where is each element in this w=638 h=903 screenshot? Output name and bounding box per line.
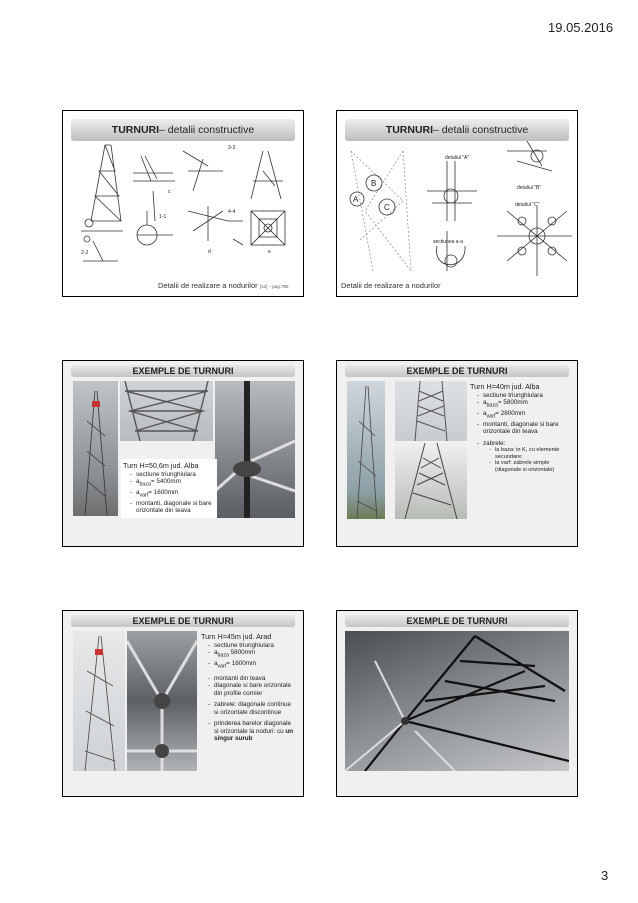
- tower-photo-node: [215, 381, 295, 518]
- slide-4-title: EXEMPLE DE TURNURI: [345, 365, 569, 377]
- spec-top-width: - $a_{varf}= 1600mm$: [208, 660, 297, 671]
- spec-section: - sectiune triunghiulara: [477, 392, 570, 400]
- spec-top-width: - $a_{varf}= 1600mm$: [130, 489, 215, 500]
- slide-6-title: EXEMPLE DE TURNURI: [345, 615, 569, 627]
- slide-1: [62, 110, 304, 297]
- tower-description: Turn H=45m jud. Arad: [201, 632, 272, 641]
- node-details-drawing-2: [337, 111, 577, 296]
- page-number: 3: [601, 868, 609, 883]
- section-aa-label: sectiunea a-a: [433, 239, 464, 245]
- section-label-3-3: 3-3: [228, 145, 236, 151]
- spec-section: - sectiune triunghiulara: [130, 471, 215, 479]
- slide-5-title: EXEMPLE DE TURNURI: [71, 615, 295, 627]
- slide-3: [62, 360, 304, 547]
- section-label-2-2: 2-2: [81, 250, 89, 256]
- spec-bracing: - zabrele: - la baza: in K, cu elemente secundare; - la varf: zabrele simple (diagonale si orizontale): [477, 440, 570, 474]
- slide-4: [336, 360, 578, 547]
- spec-members: - montanti, diagonale si bare orizontale din teava: [477, 421, 570, 436]
- spec-bracing: - zabrele: diagonale continue si orizontale discontinue: [208, 701, 297, 716]
- bracing-base: - la baza: in K, cu elemente secundare;: [489, 447, 570, 460]
- slide-2: [336, 110, 578, 297]
- slide-5: [62, 610, 304, 797]
- slide-2-title: TURNURI– detalii constructive: [345, 119, 569, 141]
- slide-1-title: TURNURI– detalii constructive: [71, 119, 295, 141]
- spec-top-width: - $a_{varf}= 2800mm$: [477, 410, 570, 421]
- detail-a-label: detaliul "A": [445, 155, 470, 161]
- detail-b-label: detaliul "B": [517, 185, 542, 191]
- tower-photo-top: [395, 381, 467, 441]
- slide-4-info: [470, 383, 570, 473]
- slide-6: [336, 610, 578, 797]
- spec-base-width: - $a_{baza}= 5400mm$: [130, 478, 215, 489]
- detail-c-label: detaliul "C": [515, 202, 540, 208]
- tower-description: Turn H=40m jud. Alba: [470, 382, 540, 391]
- tower-photo-underside: [345, 631, 569, 771]
- tower-photo-full: [73, 381, 118, 516]
- spec-base-width: - $a_{baza}$ 5800mm: [208, 649, 297, 660]
- detail-label-c: c: [168, 189, 171, 195]
- tower-photo-full: [73, 631, 125, 771]
- spec-diagonals: - diagonale si bare orizontale din profile cornier: [208, 682, 297, 697]
- node-details-drawing: [63, 111, 303, 296]
- tower-photo-full: [347, 381, 385, 519]
- slide-5-info: [201, 633, 297, 743]
- slide-2-caption: Detalii de realizare a nodurilor: [341, 281, 441, 290]
- detail-label-d: d: [208, 249, 211, 255]
- tower-photo-node: [127, 631, 197, 771]
- detail-label-e: e: [268, 249, 271, 255]
- section-label-4-4: 4-4: [228, 209, 236, 215]
- spec-section: - sectiune triunghiulara: [208, 642, 297, 650]
- section-label-1-1: 1-1: [159, 214, 167, 220]
- bracing-top: - la varf: zabrele simple (diagonale si orizontale): [489, 460, 570, 473]
- marker-c: C: [384, 203, 390, 212]
- tower-photo-lattice: [120, 381, 213, 441]
- spec-base-width: - $a_{baza}= 5800mm$: [477, 399, 570, 410]
- date-header: 19.05.2016: [548, 20, 614, 35]
- tower-photo-base: [395, 443, 467, 519]
- tower-description: Turn H=50,6m jud. Alba: [123, 461, 199, 470]
- slide-3-title: EXEMPLE DE TURNURI: [71, 365, 295, 377]
- spec-connection: - prinderea barelor diagonale si orizontale la noduri: cu un singur surub: [208, 720, 297, 743]
- spec-members: - montanti, diagonale si bare orizontale din teava: [130, 500, 215, 515]
- slide-3-info: [121, 459, 217, 518]
- marker-b: B: [371, 179, 377, 188]
- spec-uprights: - montanti din teava: [208, 675, 297, 683]
- slide-1-caption: Detalii de realizare a nodurilor [12] – pag.795: [158, 281, 289, 290]
- marker-a: A: [353, 195, 359, 204]
